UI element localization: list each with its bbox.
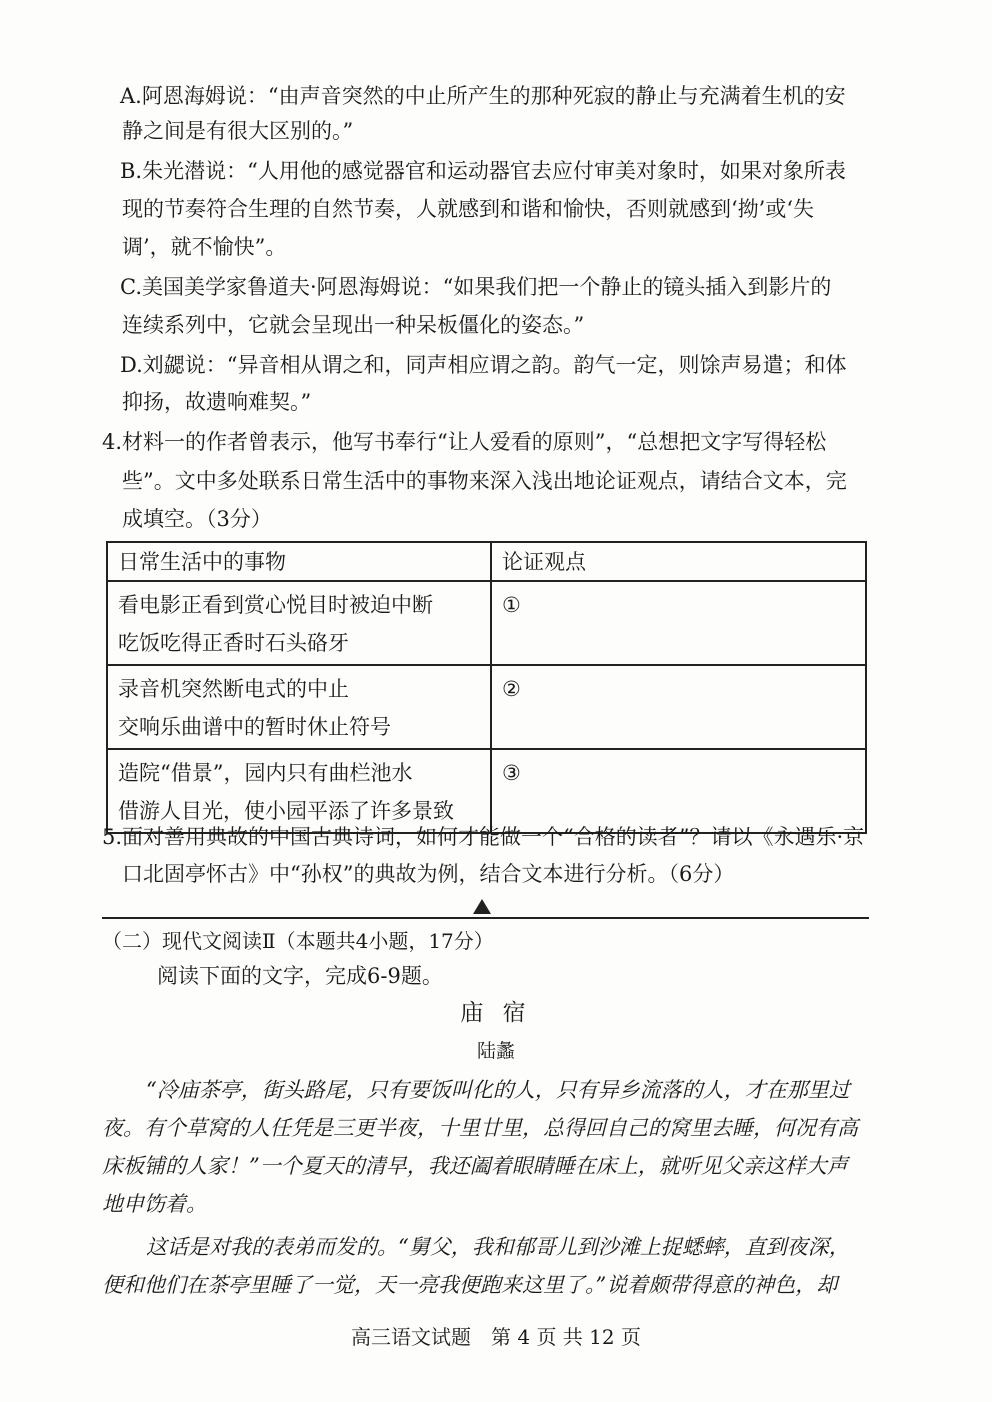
section-2-heading: （二）现代文阅读Ⅱ（本题共4小题，17分） <box>102 929 494 953</box>
q3-option-b-line-2: 现的节奏符合生理的自然节奏，人就感到和谐和愉快，否则就感到‘拗’或‘失 <box>122 197 815 221</box>
row-3-blank[interactable]: ③ <box>491 749 866 833</box>
section-divider <box>102 917 869 919</box>
passage-line-4: 地申饬着。 <box>102 1192 207 1216</box>
passage-line-1: “冷庙茶亭，街头路尾，只有要饭叫化的人，只有异乡流落的人，才在那里过 <box>146 1078 850 1102</box>
passage-line-3: 床板铺的人家！”一个夏天的清早，我还阖着眼睛睡在床上，就听见父亲这样大声 <box>102 1154 848 1178</box>
row-2-things <box>107 665 491 749</box>
q3-option-c-line-1: C.美国美学家鲁道夫·阿恩海姆说：“如果我们把一个静止的镜头插入到影片的 <box>120 275 832 299</box>
q3-option-b-line-1: B.朱光潜说：“人用他的感觉器官和运动器官去应付审美对象时，如果对象所表 <box>120 159 846 183</box>
q3-option-b-line-3: 调’，就不愉快”。 <box>122 235 287 259</box>
passage-author: 陆蠡 <box>476 1040 515 1062</box>
q3-option-d-line-2: 抑扬，故遗响难契。” <box>122 390 312 414</box>
q4-fill-table <box>106 541 867 834</box>
passage-line-5: 这话是对我的表弟而发的。“舅父，我和郁哥儿到沙滩上捉蟋蟀，直到夜深， <box>146 1235 850 1259</box>
q4-prompt-line-1: 4.材料一的作者曾表示，他写书奉行“让人爱看的原则”，“总想把文字写得轻松 <box>102 430 827 454</box>
q5-prompt-line-2: 口北固亭怀古》中“孙权”的典故为例，结合文本进行分析。（6分） <box>122 862 735 886</box>
row-3-things <box>107 749 491 833</box>
row-3-thing-2: 借游人目光，使小园平添了许多景致 <box>118 799 454 823</box>
section-2-instruction: 阅读下面的文字，完成6-9题。 <box>157 964 443 988</box>
q5-prompt-line-1: 5.面对善用典故的中国古典诗词，如何才能做一个“合格的读者”？请以《永遇乐·京 <box>102 825 865 849</box>
row-1-thing-1: 看电影正看到赏心悦目时被迫中断 <box>118 593 433 617</box>
row-1-thing-2: 吃饭吃得正香时石头硌牙 <box>118 631 349 655</box>
table-row <box>107 749 866 833</box>
row-3-thing-1: 造院“借景”，园内只有曲栏池水 <box>118 761 413 785</box>
passage-line-6: 便和他们在茶亭里睡了一觉，天一亮我便跑来这里了。”说着颇带得意的神色，却 <box>102 1273 838 1297</box>
q4-prompt-line-2: 些”。文中多处联系日常生活中的事物来深入浅出地论证观点，请结合文本，完 <box>122 469 847 493</box>
row-1-things <box>107 581 491 665</box>
q3-option-c-line-2: 连续系列中，它就会呈现出一种呆板僵化的姿态。” <box>122 313 585 337</box>
table-header-row <box>107 542 866 581</box>
page-footer: 高三语文试题 第 4 页 共 12 页 <box>351 1325 641 1349</box>
row-1-blank[interactable]: ① <box>491 581 866 665</box>
table-row <box>107 581 866 665</box>
q3-option-d-line-1: D.刘勰说：“异音相从谓之和，同声相应谓之韵。韵气一定，则馀声易遣；和体 <box>120 353 847 377</box>
q3-option-a-line-1: A.阿恩海姆说：“由声音突然的中止所产生的那种死寂的静止与充满着生机的安 <box>120 84 846 108</box>
table-row <box>107 665 866 749</box>
row-2-thing-2: 交响乐曲谱中的暂时休止符号 <box>118 715 391 739</box>
passage-line-2: 夜。有个草窝的人任凭是三更半夜，十里廿里，总得回自己的窝里去睡，何况有高 <box>102 1116 858 1140</box>
passage-title: 庙 宿 <box>460 1000 532 1026</box>
row-2-thing-1: 录音机突然断电式的中止 <box>118 677 349 701</box>
row-2-blank[interactable]: ② <box>491 665 866 749</box>
q3-option-a-line-2: 静之间是有很大区别的。” <box>122 119 354 143</box>
header-argument-point: 论证观点 <box>491 542 866 581</box>
header-everyday-things: 日常生活中的事物 <box>107 542 491 581</box>
q4-prompt-line-3: 成填空。（3分） <box>122 507 272 531</box>
triangle-marker-icon <box>473 899 491 914</box>
